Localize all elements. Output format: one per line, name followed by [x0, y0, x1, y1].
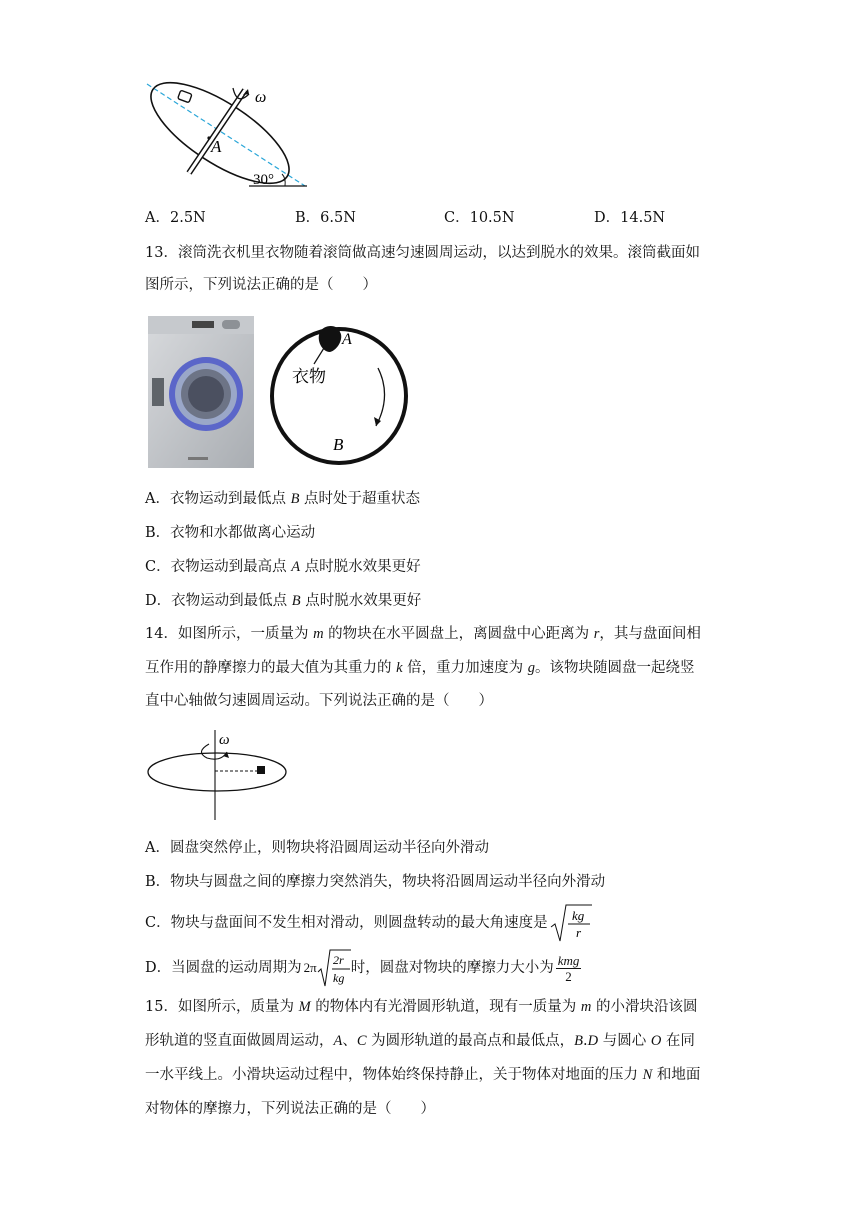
option-text: 10.5N [469, 210, 515, 226]
q13-option-d [145, 591, 421, 611]
sqrt-numerator: kg [571, 908, 584, 923]
var: B [574, 1033, 583, 1049]
var: A [333, 1033, 343, 1049]
q14-stem-line-2 [145, 658, 695, 678]
var: D [587, 1033, 599, 1049]
text: 在同 [661, 1033, 695, 1049]
fraction-numerator: kmg [557, 952, 580, 968]
text: 倍，重力加速度为 [402, 660, 528, 676]
clothes-blob [319, 326, 342, 352]
text: C．物块与盘面间不发生相对滑动，则圆盘转动的最大角速度是 [145, 915, 548, 931]
q14-stem-line-1 [145, 624, 701, 644]
option-text: 6.5N [320, 210, 356, 226]
text: 。该物块随圆盘一起绕竖 [535, 660, 695, 676]
var: B [290, 491, 300, 507]
two-pi: 2π [303, 960, 317, 975]
drum-cross-section [266, 318, 412, 470]
sqrt-denominator: r [575, 925, 581, 940]
label-a: A [342, 331, 352, 348]
option-key: D． [594, 210, 621, 226]
text: 为圆形轨道的最高点和最低点， [366, 1033, 575, 1049]
text: 点时脱水效果更好 [300, 559, 421, 575]
sqrt-expression [317, 948, 351, 988]
text: D．衣物运动到最低点 [145, 593, 292, 609]
var: m [580, 999, 592, 1015]
text: 的物体内有光滑圆形轨道，现有一质量为 [310, 999, 581, 1015]
text: D．当圆盘的运动周期为 [145, 960, 302, 976]
q13-option-b: B．衣物和水都做离心运动 [145, 525, 316, 541]
sqrt-expression [550, 903, 592, 943]
var: B [291, 593, 301, 609]
q15-stem-line-2 [145, 1031, 695, 1051]
var: g [527, 660, 536, 676]
option-key: A． [145, 210, 170, 226]
fraction [556, 953, 582, 984]
q14-stem-line-3: 直中心轴做匀速圆周运动。下列说法正确的是（ ） [145, 693, 493, 709]
text: 互作用的静摩擦力的最大值为其重力的 [145, 660, 397, 676]
text: 点时处于超重状态 [299, 491, 421, 507]
omega-label: ω [255, 89, 267, 106]
disk-outline [145, 78, 303, 193]
text: 形轨道的竖直面做圆周运动， [145, 1033, 334, 1049]
var: m [313, 626, 324, 642]
var: C [356, 1033, 367, 1049]
washing-machine-photo [148, 316, 254, 468]
var: k [396, 660, 403, 676]
sqrt-denominator: kg [332, 971, 345, 985]
var: N [642, 1067, 653, 1083]
q14-disk-figure [145, 728, 290, 822]
q13-stem-line-2: 图所示，下列说法正确的是（ ） [145, 277, 377, 293]
q14-option-a: A．圆盘突然停止，则物块将沿圆周运动半径向外滑动 [145, 840, 489, 856]
text: . [583, 1033, 588, 1049]
text: 时，圆盘对物块的摩擦力大小为 [350, 960, 554, 976]
point-a-label: A [211, 137, 222, 156]
q15-stem-line-4: 对物体的摩擦力，下列说法正确的是（ ） [145, 1101, 435, 1117]
angle-label: 30° [253, 172, 274, 188]
q14-option-d [145, 948, 581, 988]
var: O [650, 1033, 662, 1049]
text: A．衣物运动到最低点 [145, 491, 291, 507]
q12-option-a [145, 208, 206, 228]
q14-option-b: B．物块与圆盘之间的摩擦力突然消失，物块将沿圆周运动半径向外滑动 [145, 874, 606, 890]
sqrt-numerator: 2r [332, 953, 344, 967]
rotation-arrow [376, 368, 385, 426]
option-text: 14.5N [620, 210, 666, 226]
q12-tilted-disk-figure [145, 78, 315, 193]
var: r [593, 626, 600, 642]
text: 点时脱水效果更好 [300, 593, 422, 609]
var: M [298, 999, 311, 1015]
option-text: 2.5N [169, 210, 206, 226]
q12-option-c [444, 208, 515, 228]
text: C．衣物运动到最高点 [145, 559, 292, 575]
fraction-denominator: 2 [565, 968, 572, 984]
text: 与圆心 [598, 1033, 651, 1049]
q15-stem-line-3 [145, 1065, 700, 1085]
q14-option-c [145, 903, 592, 943]
text: 的物块在水平圆盘上，离圆盘中心距离为 [323, 626, 594, 642]
q12-option-d [594, 208, 665, 228]
text: 的小滑块沿该圆 [591, 999, 698, 1015]
q13-option-c [145, 557, 421, 577]
q13-stem-line-1: 13．滚筒洗衣机里衣物随着滚筒做高速匀速圆周运动，以达到脱水的效果。滚筒截面如 [145, 245, 700, 261]
option-key: C． [444, 210, 470, 226]
q15-stem-line-1 [145, 997, 697, 1017]
text: 15．如图所示，质量为 [145, 999, 299, 1015]
text: 一水平线上。小滑块运动过程中，物体始终保持静止，关于物体对地面的压力 [145, 1067, 643, 1083]
q13-option-a [145, 489, 420, 509]
option-key: B． [295, 210, 321, 226]
block-square [257, 766, 265, 774]
var: A [291, 559, 301, 575]
label-b: B [333, 435, 344, 454]
q12-option-b [295, 208, 356, 228]
text: ，其与盘面间相 [599, 626, 701, 642]
text: 14．如图所示，一质量为 [145, 626, 314, 642]
label-clothes: 衣物 [292, 367, 326, 386]
text: 和地面 [652, 1067, 701, 1083]
text: 、 [342, 1033, 357, 1049]
omega-label: ω [219, 732, 230, 748]
small-block [178, 90, 192, 103]
